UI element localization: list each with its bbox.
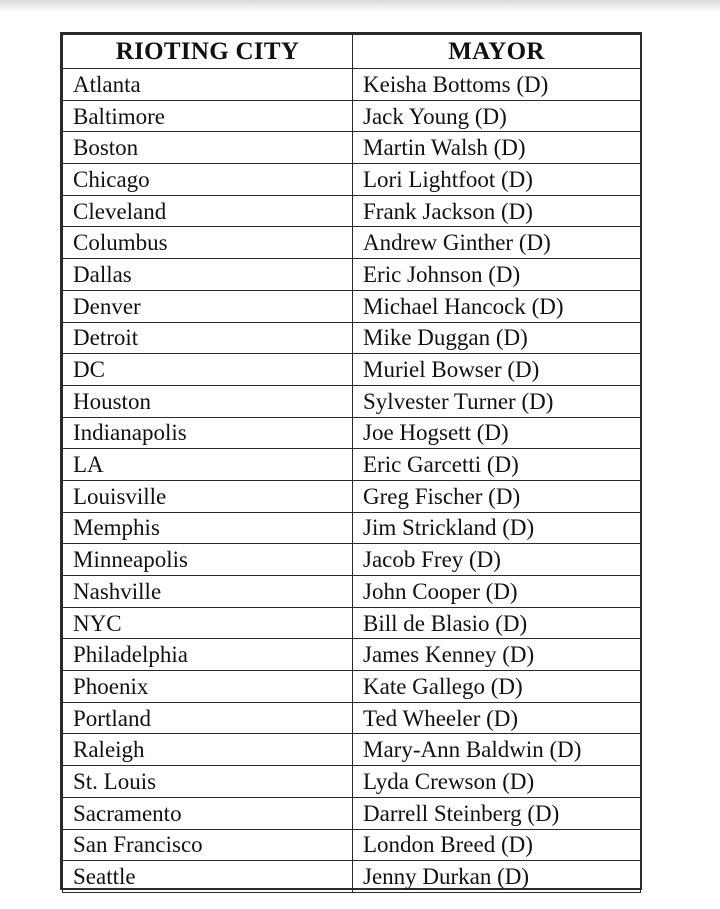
table-row: [63, 259, 641, 291]
city-cell: St. Louis: [63, 766, 353, 798]
city-cell: Detroit: [63, 322, 353, 354]
table-row: [63, 132, 641, 164]
mayor-cell: Greg Fischer (D): [353, 480, 641, 512]
table-row: [63, 734, 641, 766]
mayor-cell: Joe Hogsett (D): [353, 417, 641, 449]
table-row: [63, 671, 641, 703]
mayor-cell: Frank Jackson (D): [353, 195, 641, 227]
header-rioting-city: RIOTING CITY: [63, 35, 353, 69]
mayor-cell: London Breed (D): [353, 829, 641, 861]
mayor-cell: Keisha Bottoms (D): [353, 69, 641, 101]
mayor-cell: Eric Johnson (D): [353, 259, 641, 291]
table-body: [63, 69, 641, 893]
mayor-cell: Jack Young (D): [353, 100, 641, 132]
city-cell: Raleigh: [63, 734, 353, 766]
city-cell: Portland: [63, 702, 353, 734]
mayor-cell: Eric Garcetti (D): [353, 449, 641, 481]
city-cell: Minneapolis: [63, 544, 353, 576]
table-row: [63, 417, 641, 449]
city-cell: Louisville: [63, 480, 353, 512]
table-row: [63, 195, 641, 227]
table-row: [63, 480, 641, 512]
city-cell: NYC: [63, 607, 353, 639]
table-row: [63, 385, 641, 417]
mayor-cell: Kate Gallego (D): [353, 671, 641, 703]
city-cell: Columbus: [63, 227, 353, 259]
mayor-cell: Jim Strickland (D): [353, 512, 641, 544]
city-cell: Philadelphia: [63, 639, 353, 671]
city-cell: DC: [63, 354, 353, 386]
mayor-cell: Andrew Ginther (D): [353, 227, 641, 259]
table-row: [63, 354, 641, 386]
table-row: [63, 100, 641, 132]
mayor-cell: Mike Duggan (D): [353, 322, 641, 354]
mayor-cell: Muriel Bowser (D): [353, 354, 641, 386]
mayor-cell: Martin Walsh (D): [353, 132, 641, 164]
mayor-cell: Mary-Ann Baldwin (D): [353, 734, 641, 766]
city-cell: Sacramento: [63, 797, 353, 829]
city-cell: Baltimore: [63, 100, 353, 132]
city-cell: San Francisco: [63, 829, 353, 861]
table-row: [63, 702, 641, 734]
city-cell: Atlanta: [63, 69, 353, 101]
table-row: [63, 797, 641, 829]
table-header-row: [63, 35, 641, 69]
table-row: [63, 639, 641, 671]
table-row: [63, 544, 641, 576]
city-cell: Cleveland: [63, 195, 353, 227]
rioting-city-mayor-table: [62, 34, 641, 893]
mayor-cell: Lyda Crewson (D): [353, 766, 641, 798]
table-row: [63, 512, 641, 544]
mayor-cell: Ted Wheeler (D): [353, 702, 641, 734]
table-row: [63, 227, 641, 259]
table-row: [63, 766, 641, 798]
mayor-cell: John Cooper (D): [353, 576, 641, 608]
mayor-cell: Darrell Steinberg (D): [353, 797, 641, 829]
city-cell: LA: [63, 449, 353, 481]
table-row: [63, 164, 641, 196]
header-mayor: MAYOR: [353, 35, 641, 69]
table-row: [63, 861, 641, 893]
table-row: [63, 829, 641, 861]
city-cell: Boston: [63, 132, 353, 164]
city-cell: Denver: [63, 290, 353, 322]
mayor-cell: Lori Lightfoot (D): [353, 164, 641, 196]
mayor-cell: Jenny Durkan (D): [353, 861, 641, 893]
table-row: [63, 576, 641, 608]
mayor-cell: James Kenney (D): [353, 639, 641, 671]
mayor-table-sheet: [60, 32, 642, 890]
table-row: [63, 607, 641, 639]
mayor-cell: Michael Hancock (D): [353, 290, 641, 322]
mayor-cell: Sylvester Turner (D): [353, 385, 641, 417]
table-row: [63, 322, 641, 354]
table-row: [63, 290, 641, 322]
cropped-top-edge: [0, 0, 720, 12]
table-row: [63, 449, 641, 481]
city-cell: Houston: [63, 385, 353, 417]
city-cell: Chicago: [63, 164, 353, 196]
city-cell: Memphis: [63, 512, 353, 544]
city-cell: Nashville: [63, 576, 353, 608]
mayor-cell: Bill de Blasio (D): [353, 607, 641, 639]
mayor-cell: Jacob Frey (D): [353, 544, 641, 576]
city-cell: Dallas: [63, 259, 353, 291]
city-cell: Indianapolis: [63, 417, 353, 449]
table-row: [63, 69, 641, 101]
city-cell: Phoenix: [63, 671, 353, 703]
city-cell: Seattle: [63, 861, 353, 893]
